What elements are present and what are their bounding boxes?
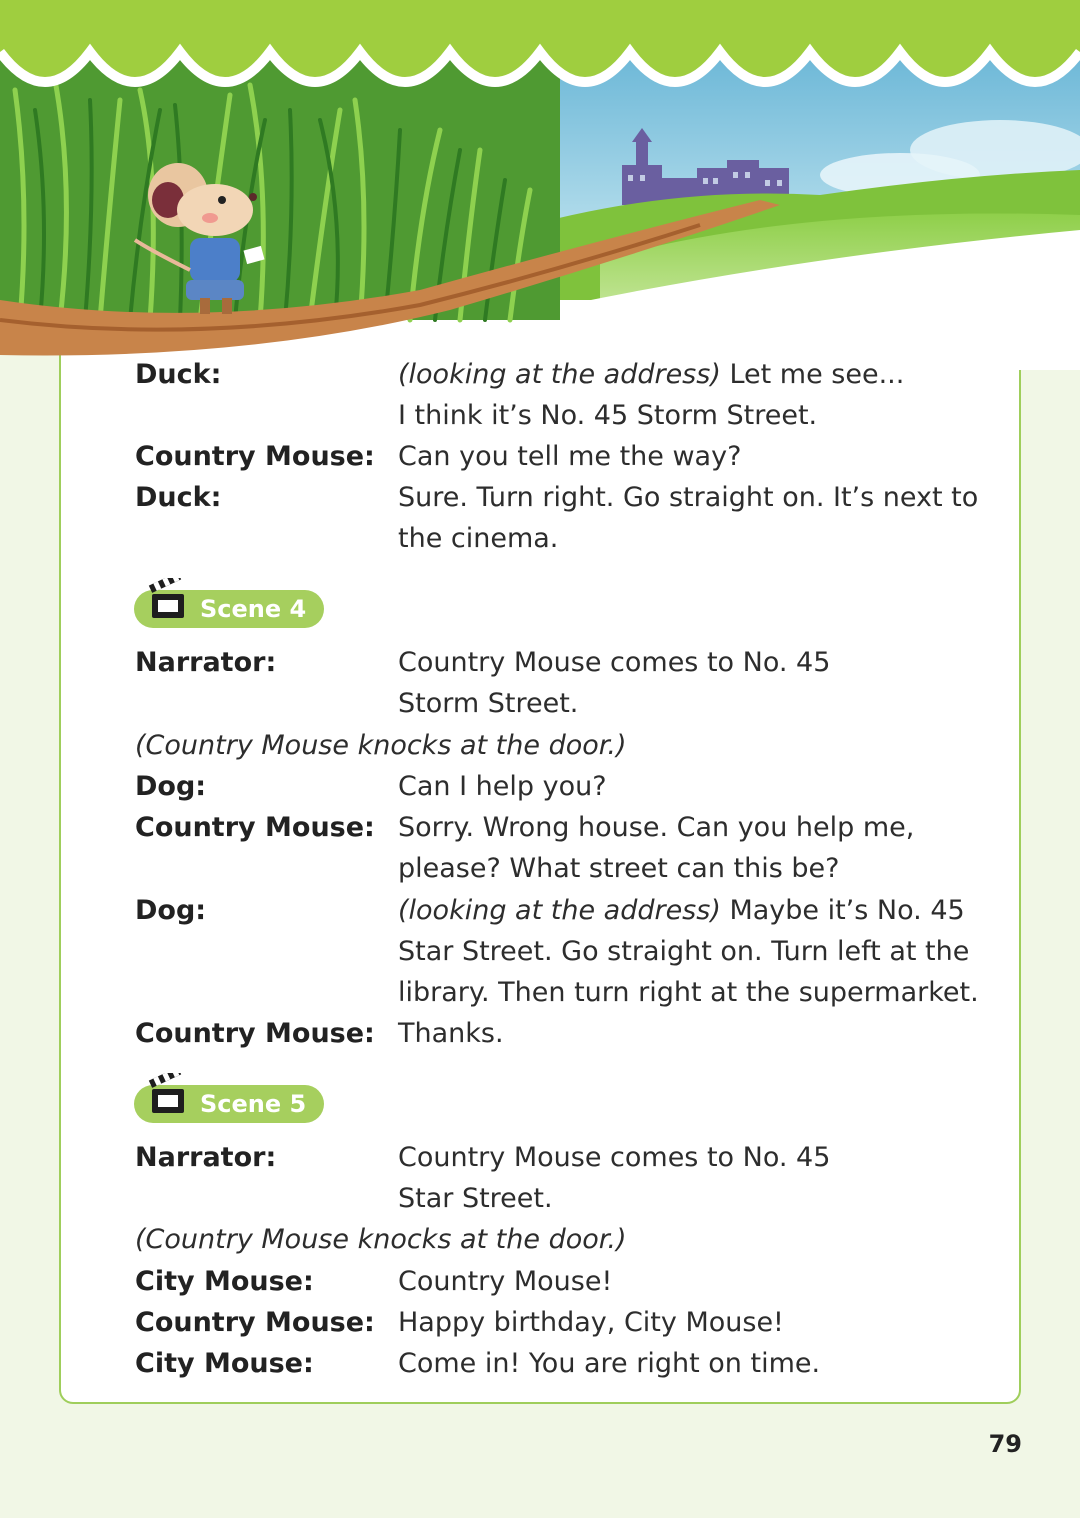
dialogue-line: library. Then turn right at the supermarket. <box>398 977 979 1008</box>
dialogue-text: Maybe it’s No. 45 <box>720 895 965 926</box>
clapperboard-icon <box>148 1073 188 1117</box>
speaker-label: City Mouse: <box>135 1348 314 1379</box>
speaker-label: Duck: <box>135 359 222 390</box>
dialogue-line: Star Street. <box>398 1183 553 1214</box>
dialogue-line: please? What street can this be? <box>398 853 840 884</box>
dialogue-line: Come in! You are right on time. <box>398 1348 821 1379</box>
dialogue-line: Country Mouse! <box>398 1266 613 1297</box>
dialogue-line: Country Mouse comes to No. 45 <box>398 647 831 678</box>
speaker-label: Country Mouse: <box>135 441 375 472</box>
speaker-label: Country Mouse: <box>135 812 375 843</box>
clapperboard-icon <box>148 578 188 622</box>
speaker-label: City Mouse: <box>135 1266 314 1297</box>
scene-4-badge <box>134 590 324 628</box>
page-number: 79 <box>988 1430 1022 1458</box>
dialogue-line: Thanks. <box>398 1018 504 1049</box>
dialogue-line: Happy birthday, City Mouse! <box>398 1307 784 1338</box>
speaker-label: Narrator: <box>135 1142 277 1173</box>
speaker-label: Country Mouse: <box>135 1018 375 1049</box>
dialogue-line: Can you tell me the way? <box>398 441 742 472</box>
stage-direction: (Country Mouse knocks at the door.) <box>135 1224 627 1255</box>
dialogue-line: Storm Street. <box>398 688 579 719</box>
dialogue-line <box>398 358 904 392</box>
scene-5-label: Scene 5 <box>200 1090 307 1118</box>
dialogue-line: Sorry. Wrong house. Can you help me, <box>398 812 915 843</box>
dialogue-line <box>398 894 965 928</box>
scene-4-label: Scene 4 <box>200 595 307 623</box>
speaker-label: Dog: <box>135 771 207 802</box>
stage-cue: (looking at the address) <box>398 895 721 926</box>
dialogue-line: Country Mouse comes to No. 45 <box>398 1142 831 1173</box>
dialogue-text: Let me see... <box>720 359 905 390</box>
dialogue-line: I think it’s No. 45 Storm Street. <box>398 400 818 431</box>
stage-direction: (Country Mouse knocks at the door.) <box>135 730 627 761</box>
dialogue-line: Sure. Turn right. Go straight on. It’s next to <box>398 482 979 513</box>
dialogue-line: Can I help you? <box>398 771 607 802</box>
header-illustration <box>0 0 1080 370</box>
scene-5-badge <box>134 1085 324 1123</box>
speaker-label: Duck: <box>135 482 222 513</box>
speaker-label: Narrator: <box>135 647 277 678</box>
speaker-label: Country Mouse: <box>135 1307 375 1338</box>
dialogue-line: the cinema. <box>398 523 559 554</box>
stage-cue: (looking at the address) <box>398 359 721 390</box>
dialogue-line: Star Street. Go straight on. Turn left at the <box>398 936 970 967</box>
speaker-label: Dog: <box>135 895 207 926</box>
